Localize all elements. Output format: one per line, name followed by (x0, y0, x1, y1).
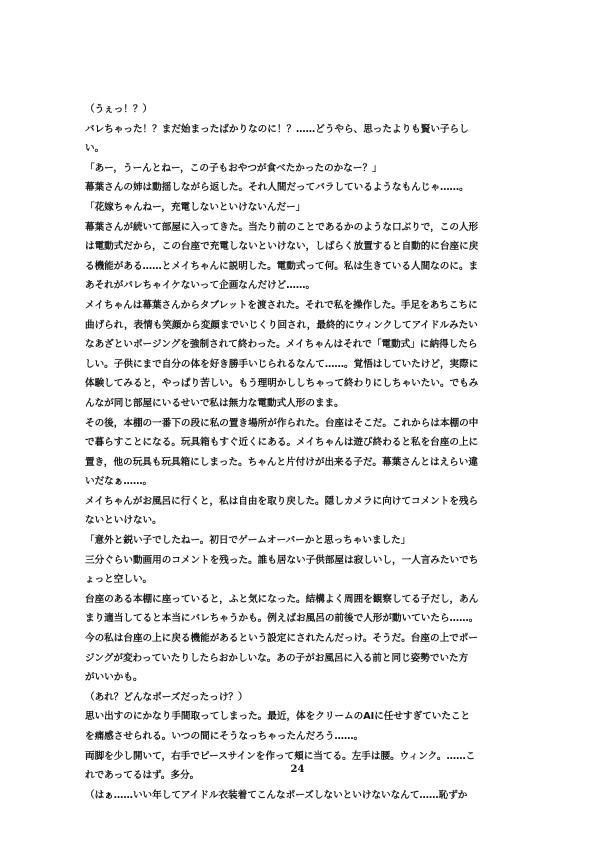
text-line: んなが同じ部屋にいるせいで私は無力な電動式人形のまま。 (85, 397, 344, 409)
text-line: メイちゃんは幕葉さんからタブレットを渡された。それで私を操作した。手足をあちこちに (85, 299, 478, 311)
text-line: は電動式だから，この台座で充電しないといけない，しばらく放置すると自動的に台座に戻 (85, 241, 479, 253)
text-line: その後，本棚の一番下の段に私の置き場所が作られた。台座はそこだ。これからは本棚の中 (85, 417, 479, 429)
text-line: バレちゃった！？まだ始まったばかりなのに！？……どうやら、思ったよりも賢い子らし (85, 123, 469, 135)
text-line: がいいかも。 (85, 672, 143, 684)
text-line: ジングが変わっていたりしたらおかしいな。あの子がお風呂に入る前と同じ姿勢でいた方 (85, 652, 469, 664)
text-line: 台座のある本棚に座っていると，ふと気になった。結構よく周囲を観察してる子だし，あん (85, 593, 479, 605)
text-line: を痛感させられる。いつの間にそうなっちゃったんだろう……。 (85, 731, 364, 742)
text-line: い。 (85, 143, 105, 155)
text-line: 曲げられ，表情も笑顔から変顔までいじくり回され，最終的にウィンクしてアイドルみたい (85, 319, 478, 331)
body-text (85, 100, 515, 805)
text-line: れであってるはず。多分。 (85, 770, 200, 782)
text-line: あそれがバレちゃイケないって企画なんだけど……。 (85, 280, 316, 292)
text-line: 幕葉さんの姉は動揺しながら返した。それ人間だってバラしているようなもんじゃ……。 (85, 182, 469, 194)
text-line: 「あー，うーんとねー，この子もおやつが食べたかったのかなー？」 (85, 162, 382, 174)
text-line: 今の私は台座の上に戻る機能があるという設定にされたんだっけ。そうだ。台座の上でポー (85, 633, 478, 645)
text-line: ないといけない。 (85, 515, 162, 527)
text-line: ょっと空しい。 (85, 574, 153, 586)
page-number: 24 (290, 764, 305, 775)
text-line: まり適当してると本当にバレちゃうかも。例えばお風呂の前後で人形が動いていたら……。 (85, 613, 479, 625)
text-line: 置き，他の玩具も玩具箱にしまった。ちゃんと片付けが出来る子だ。幕葉さんとはえらい違 (85, 456, 478, 468)
text-line: メイちゃんがお風呂に行くと，私は自由を取り戻した。隠しカメラに向けてコメントを残ら (85, 495, 479, 507)
text-line: （はぁ……いい年してアイドル衣装着てこんなポーズしないといけないなんて……恥ずか (85, 789, 468, 801)
text-line: で暮らすことになる。玩具箱もすぐ近くにある。メイちゃんは遊び終わると私を台座の上に (85, 437, 479, 449)
text-line: （あれ？どんなポーズだったっけ？） (85, 691, 248, 703)
text-line: 幕葉さんが続いて部屋に入ってきた。当たり前のことであるかのような口ぶりで，この人形 (85, 221, 479, 233)
text-line: 三分ぐらい動画用のコメントを残った。誰も居ない子供部屋は寂しいし，一人言みたいでち (85, 554, 479, 566)
text-line: 「花嫁ちゃんねー，充電しないといけないんだー」 (85, 201, 306, 213)
text-line: 体験してみると，やっぱり苦しい。もう理明かししちゃって終わりにしちゃいたい。でもみ (85, 378, 479, 390)
text-line: 両脚を少し開いて，右手でピースサインを作って頬に当てる。左手は腰。ウィンク。……こ (85, 750, 476, 762)
text-line: 「意外と鋭い子でしたねー。初日でゲームオーバーかと思っちゃいました」 (85, 535, 411, 547)
text-line: る機能がある……とメイちゃんに説明した。電動式って何。私は生きている人間なのに。ま (85, 260, 479, 272)
text-line: しい。子供にまで自分の体を好き勝手いじられるなんて……。覚悟はしていたけど，実際に (85, 358, 479, 370)
text-line: なあざといポージングを強制されて終わった。メイちゃんはそれで「電動式」に納得したら (85, 339, 478, 351)
text-line: いだなぁ……。 (85, 476, 153, 488)
text-line: （うぇっ！？） (85, 104, 153, 115)
text-line: 思い出すのにかなり手間取ってしまった。最近，体をクリームのAIに任せすぎていたこと (85, 711, 471, 723)
